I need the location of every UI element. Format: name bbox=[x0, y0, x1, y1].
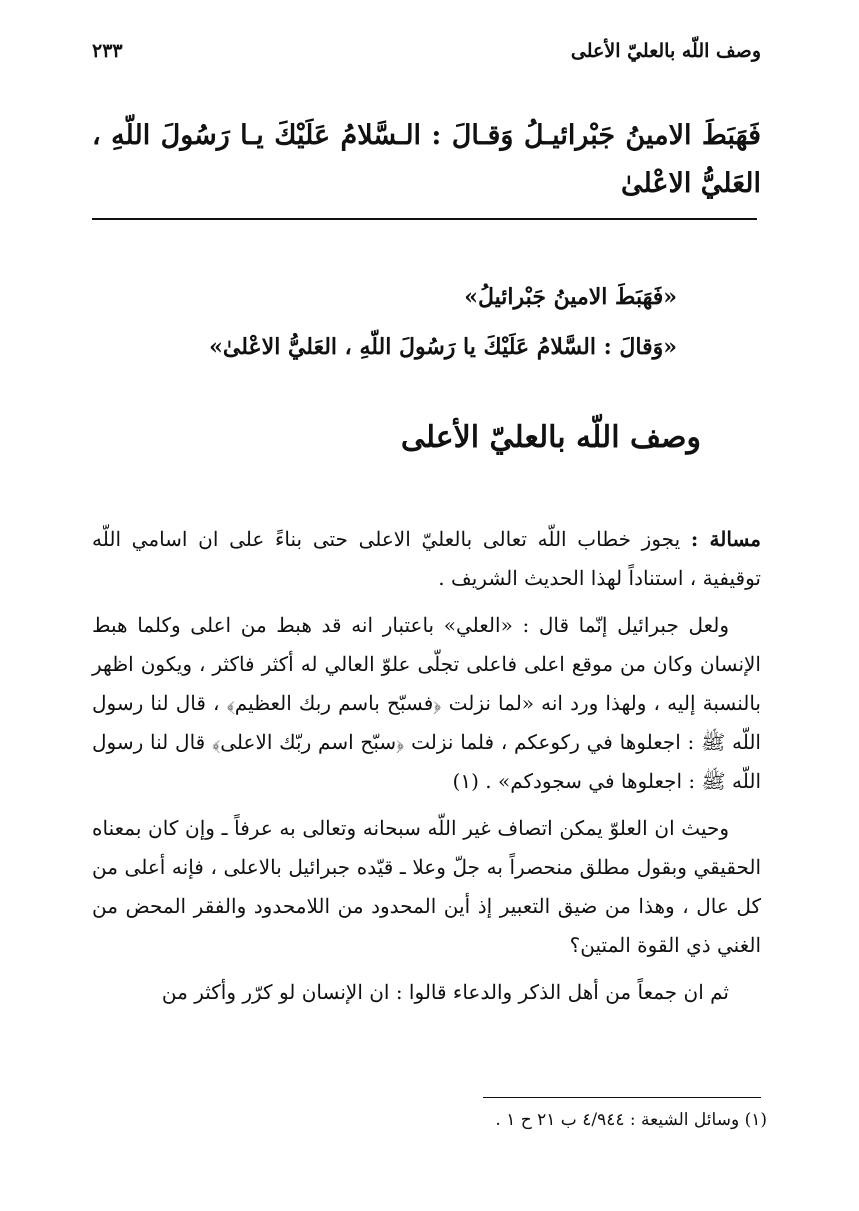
paragraph-4: ثم ان جمعاً من أهل الذكر والدعاء قالوا : ان الإنسان لو كرّر وأكثر من bbox=[161, 980, 729, 1004]
issue-text: يجوز خطاب اللّه تعالى بالعليّ الاعلى حتى بناءً على ان اسامي اللّه توقيفية ، استناداً لهذا الحديث الشريف . bbox=[92, 527, 761, 590]
section-divider bbox=[92, 218, 757, 220]
quoted-phrase-1: «فَهَبَطَ الامينُ جَبْرائيلُ» bbox=[464, 284, 677, 310]
page-number: ٢٣٣ bbox=[92, 40, 123, 62]
footnote-divider bbox=[483, 1097, 761, 1098]
supplication-verse: فَهَبَطَ الامينُ جَبْرائيـلُ وَقـالَ : الـسَّلامُ عَلَيْكَ يـا رَسُولَ اللّهِ ، العَليُّ الاعْلىٰ bbox=[92, 120, 761, 199]
running-header-title: وصف اللّه بالعليّ الأعلى bbox=[570, 40, 761, 62]
paragraph-issue bbox=[92, 520, 761, 598]
paragraph-3: وحيث ان العلوّ يمكن اتصاف غير اللّه سبحانه وتعالى به عرفاً ـ وإن كان بمعناه الحقيقي وبقول مطلق منحصراً به جلّ وعلا ـ قيّده جبرائيل بالاعلى ، فإنه أعلى من كل عال ، وهذا من ضيق التعبير إذ أين المحدود من اللامحدود والفقر المحض من الغني ذي القوة المتين؟ bbox=[92, 816, 761, 957]
issue-label: مسالة : bbox=[690, 527, 762, 551]
quoted-phrase-2: «وَقالَ : السَّلامُ عَلَيْكَ يا رَسُولَ اللّهِ ، العَليُّ الاعْلىٰ» bbox=[209, 334, 677, 360]
paragraph-2: ولعل جبرائيل إنّما قال : «العلي» باعتبار انه قد هبط من اعلى وكلما هبط الإنسان وكان من موقع اعلى فاعلى تجلّى علوّ العالي له أكثر فاكثر ، ويكون اظهر بالنسبة إليه ، ولهذا ورد انه «لما نزلت ﴿فسبّح باسم ربك العظيم﴾ ، قال لنا رسول اللّه ﷺ : اجعلوها في ركوعكم ، فلما نزلت ﴿سبّح اسم ربّك الاعلى﴾ قال لنا رسول اللّه ﷺ : اجعلوها في سجودكم» . (١) bbox=[92, 613, 761, 793]
section-heading: وصف اللّه بالعليّ الأعلى bbox=[400, 420, 701, 455]
footnote: (١) وسائل الشيعة : ٤/٩٤٤ ب ٢١ ح ١ . bbox=[495, 1110, 767, 1130]
body-text bbox=[92, 520, 761, 1020]
